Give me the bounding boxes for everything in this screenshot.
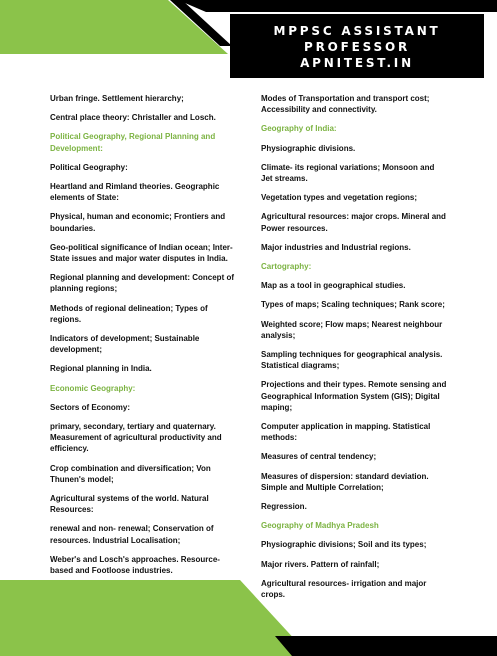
syllabus-item: Vegetation types and vegetation regions; bbox=[261, 193, 418, 203]
syllabus-item: renewal and non- renewal; Conservation of resources. Industrial Localisation; bbox=[50, 524, 214, 545]
syllabus-item: Heartland and Rimland theories. Geographic elements of State: bbox=[50, 182, 220, 203]
syllabus-item: Regression. bbox=[261, 502, 307, 512]
top-right-black-band bbox=[178, 0, 497, 12]
syllabus-item: Major industries and Industrial regions. bbox=[261, 242, 411, 252]
syllabus-item: Computer application in mapping. Statistical methods: bbox=[261, 422, 431, 443]
syllabus-item: Crop combination and diversification; Von Thunen's model; bbox=[50, 463, 211, 484]
syllabus-item: Indicators of development; Sustainable development; bbox=[50, 334, 200, 355]
bottom-black-band bbox=[275, 636, 497, 656]
syllabus-item: Weighted score; Flow maps; Nearest neighbour analysis; bbox=[261, 319, 443, 340]
syllabus-item: Climate- its regional variations; Monsoon and Jet streams. bbox=[261, 162, 435, 184]
syllabus-item: Geo-political significance of Indian ocean; Inter-State issues and major water disputes in India. bbox=[50, 242, 233, 264]
syllabus-item: Agricultural systems of the world. Natural Resources: bbox=[50, 494, 209, 515]
syllabus-item: Physical, human and economic; Frontiers and boundaries. bbox=[50, 212, 226, 233]
header-title-box bbox=[230, 14, 484, 78]
syllabus-item: Major rivers. Pattern of rainfall; bbox=[261, 559, 380, 569]
right-column bbox=[261, 93, 447, 608]
syllabus-item: Physiographic divisions; Soil and its types; bbox=[261, 540, 427, 550]
section-heading: Political Geography, Regional Planning and Development: bbox=[50, 132, 216, 153]
syllabus-item: Modes of Transportation and transport cost; Accessibility and connectivity. bbox=[261, 94, 430, 115]
syllabus-item: Agricultural resources: major crops. Mineral and Power resources. bbox=[261, 212, 446, 233]
syllabus-item: Agricultural resources- irrigation and major crops. bbox=[261, 578, 427, 600]
syllabus-item: Regional planning in India. bbox=[50, 364, 152, 374]
syllabus-item: Regional planning and development: Concept of planning regions; bbox=[50, 273, 235, 294]
syllabus-item: Methods of regional delineation; Types of regions. bbox=[50, 303, 208, 324]
section-heading: Economic Geography: bbox=[50, 383, 136, 393]
syllabus-item: Political Geography: bbox=[50, 162, 128, 172]
syllabus-item: Weber's and Losch's approaches. Resource-based and Footloose industries. bbox=[50, 554, 220, 576]
syllabus-item: Central place theory: Christaller and Losch. bbox=[50, 113, 216, 123]
section-heading: Cartography: bbox=[261, 262, 312, 272]
syllabus-item: Physiographic divisions. bbox=[261, 143, 356, 153]
section-heading: Geography of India: bbox=[261, 124, 337, 134]
syllabus-item: Sampling techniques for geographical analysis. Statistical diagrams; bbox=[261, 350, 443, 371]
syllabus-item: Measures of central tendency; bbox=[261, 452, 377, 462]
top-left-green-band bbox=[0, 0, 228, 54]
header-line-1: MPPSC ASSISTANT bbox=[273, 24, 441, 38]
left-column bbox=[50, 93, 240, 584]
header-line-3: APNITEST.IN bbox=[300, 56, 414, 70]
syllabus-item: primary, secondary, tertiary and quaternary. Measurement of agricultural productivity and efficiency. bbox=[50, 422, 222, 454]
syllabus-item: Sectors of Economy: bbox=[50, 402, 131, 412]
syllabus-item: Types of maps; Scaling techniques; Rank score; bbox=[261, 300, 445, 310]
syllabus-item: Urban fringe. Settlement hierarchy; bbox=[50, 94, 184, 103]
syllabus-item: Projections and their types. Remote sensing and Geographical Information System (GIS); Digital maping; bbox=[261, 380, 447, 412]
header-line-2: PROFESSOR bbox=[303, 40, 411, 54]
syllabus-item: Map as a tool in geographical studies. bbox=[261, 281, 406, 291]
section-heading: Geography of Madhya Pradesh bbox=[261, 521, 379, 531]
syllabus-item: Measures of dispersion: standard deviation. Simple and Multiple Correlation; bbox=[261, 471, 429, 492]
